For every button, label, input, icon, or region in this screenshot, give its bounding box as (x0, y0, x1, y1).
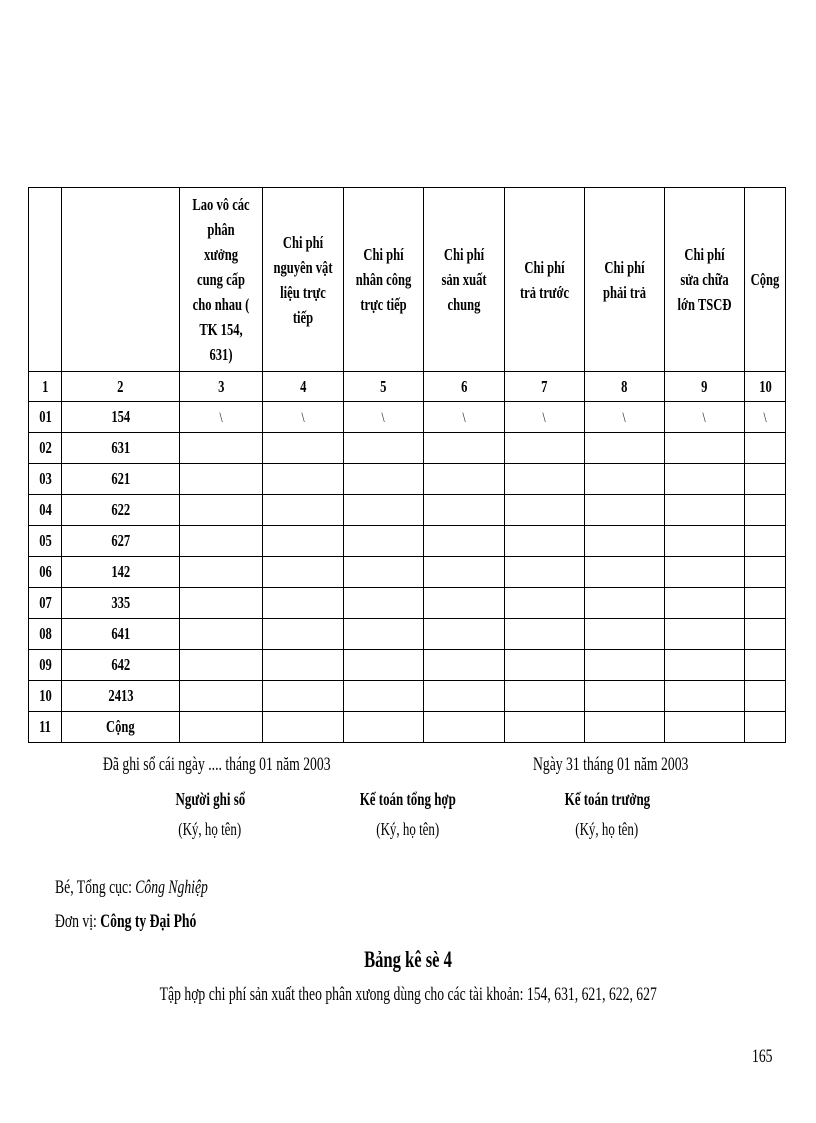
mark-cell (344, 433, 424, 464)
mark-cell (505, 681, 585, 712)
account-code-cell: 142 (62, 557, 180, 588)
mark-cell (665, 650, 745, 681)
mark-cell (263, 619, 344, 650)
account-code-cell: 621 (62, 464, 180, 495)
cost-summary-table (28, 187, 786, 743)
mark-cell (424, 433, 505, 464)
mark-cell (585, 588, 665, 619)
mark-cell (180, 588, 263, 619)
row-number-cell: 09 (29, 650, 62, 681)
mark-cell (180, 433, 263, 464)
column-number-cell: 9 (665, 372, 745, 402)
mark-cell (263, 557, 344, 588)
mark-cell (180, 681, 263, 712)
mark-cell (665, 464, 745, 495)
document-subtitle: Tập hợp chi phí sản xuất theo phân xưong dùng cho các tài khoản: 154, 631, 621, 622, 627 (159, 984, 657, 1005)
mark-cell (344, 557, 424, 588)
header-cell: Chi phí sản xuất chung (424, 188, 505, 372)
mark-cell (344, 495, 424, 526)
header-cell: Lao vô các phân xưởng cung cấp cho nhau ( TK 154, 631) (180, 188, 263, 372)
account-code-cell: 622 (62, 495, 180, 526)
mark-cell (745, 495, 786, 526)
mark-cell (585, 619, 665, 650)
account-code-cell: 642 (62, 650, 180, 681)
mark-cell (505, 433, 585, 464)
row-number-cell: 05 (29, 526, 62, 557)
table-row (29, 681, 786, 712)
row-number-cell: 01 (29, 402, 62, 433)
mark-cell (745, 650, 786, 681)
mark-cell (180, 464, 263, 495)
column-number-cell: 4 (263, 372, 344, 402)
account-code-cell: 2413 (62, 681, 180, 712)
mark-cell (263, 464, 344, 495)
column-number-cell: 2 (62, 372, 180, 402)
table-row (29, 464, 786, 495)
mark-cell (263, 681, 344, 712)
mark-cell (585, 433, 665, 464)
mark-cell (180, 712, 263, 743)
mark-cell (344, 464, 424, 495)
row-number-cell: 06 (29, 557, 62, 588)
column-number-cell: 10 (745, 372, 786, 402)
table-row (29, 588, 786, 619)
unit-label: Đơn vị: (55, 911, 101, 932)
unit-value: Công ty Đại Phó (100, 911, 197, 932)
ministry-label: Bé, Tổng cục: (55, 877, 136, 898)
mark-cell (585, 557, 665, 588)
mark-cell (745, 557, 786, 588)
mark-cell (424, 526, 505, 557)
column-number-cell: 7 (505, 372, 585, 402)
header-cell: Chi phí sửa chữa lớn TSCĐ (665, 188, 745, 372)
mark-cell (585, 464, 665, 495)
mark-cell (665, 433, 745, 464)
mark-cell (745, 712, 786, 743)
mark-cell (424, 681, 505, 712)
mark-cell (344, 681, 424, 712)
column-number-cell: 1 (29, 372, 62, 402)
mark-cell: \ (585, 402, 665, 433)
column-number-cell: 3 (180, 372, 263, 402)
mark-cell (665, 526, 745, 557)
row-number-cell: 11 (29, 712, 62, 743)
mark-cell (585, 650, 665, 681)
column-number-row (29, 372, 786, 402)
mark-cell: \ (263, 402, 344, 433)
signer-title-preparer: Người ghi sổ (175, 789, 245, 809)
table-row (29, 619, 786, 650)
mark-cell (263, 588, 344, 619)
table-row (29, 402, 786, 433)
mark-cell: \ (424, 402, 505, 433)
account-code-cell: 335 (62, 588, 180, 619)
mark-cell (505, 650, 585, 681)
mark-cell (424, 557, 505, 588)
signer-title-chief-accountant: Kế toán trưởng (564, 789, 650, 809)
mark-cell (344, 588, 424, 619)
mark-cell (745, 464, 786, 495)
mark-cell (505, 588, 585, 619)
mark-cell (505, 495, 585, 526)
mark-cell (424, 495, 505, 526)
mark-cell (424, 712, 505, 743)
mark-cell: \ (745, 402, 786, 433)
mark-cell (745, 588, 786, 619)
header-cell: Cộng (745, 188, 786, 372)
header-cell: Chi phí nguyên vật liệu trực tiếp (263, 188, 344, 372)
mark-cell (665, 681, 745, 712)
column-number-cell: 6 (424, 372, 505, 402)
row-number-cell: 10 (29, 681, 62, 712)
table-row (29, 557, 786, 588)
column-number-cell: 8 (585, 372, 665, 402)
mark-cell (344, 619, 424, 650)
mark-cell (665, 619, 745, 650)
signer-note-chief-accountant: (Ký, họ tên) (575, 819, 639, 839)
row-number-cell: 03 (29, 464, 62, 495)
mark-cell (424, 650, 505, 681)
mark-cell (263, 526, 344, 557)
mark-cell: \ (665, 402, 745, 433)
date-line: Ngày 31 tháng 01 năm 2003 (533, 754, 689, 775)
account-code-cell: 627 (62, 526, 180, 557)
header-cell: Chi phí trả trước (505, 188, 585, 372)
ministry-value: Công Nghiệp (135, 877, 208, 898)
mark-cell (424, 464, 505, 495)
unit-line (55, 911, 251, 933)
column-number-cell: 5 (344, 372, 424, 402)
mark-cell (505, 526, 585, 557)
mark-cell (745, 681, 786, 712)
page-number: 165 (752, 1046, 773, 1067)
mark-cell (665, 495, 745, 526)
row-number-cell: 08 (29, 619, 62, 650)
mark-cell: \ (180, 402, 263, 433)
mark-cell (344, 650, 424, 681)
table-row (29, 526, 786, 557)
row-number-cell: 07 (29, 588, 62, 619)
mark-cell (263, 650, 344, 681)
table-row (29, 712, 786, 743)
mark-cell (344, 712, 424, 743)
mark-cell (180, 557, 263, 588)
mark-cell (585, 495, 665, 526)
mark-cell (745, 619, 786, 650)
mark-cell (665, 557, 745, 588)
mark-cell (665, 712, 745, 743)
header-cell: Chi phí phải trả (585, 188, 665, 372)
mark-cell (424, 619, 505, 650)
mark-cell (505, 619, 585, 650)
mark-cell (665, 588, 745, 619)
mark-cell (585, 526, 665, 557)
row-number-cell: 02 (29, 433, 62, 464)
table-body (29, 188, 786, 743)
signer-note-general-accountant: (Ký, họ tên) (376, 819, 440, 839)
mark-cell (745, 526, 786, 557)
account-code-cell: 631 (62, 433, 180, 464)
mark-cell (505, 712, 585, 743)
mark-cell (505, 464, 585, 495)
mark-cell (424, 588, 505, 619)
mark-cell: \ (505, 402, 585, 433)
signer-title-general-accountant: Kế toán tổng hợp (359, 789, 457, 809)
mark-cell: \ (344, 402, 424, 433)
table-row (29, 495, 786, 526)
header-cell: Chi phí nhân công trực tiếp (344, 188, 424, 372)
header-cell (29, 188, 62, 372)
table-row (29, 433, 786, 464)
mark-cell (180, 495, 263, 526)
header-row (29, 188, 786, 372)
table-row (29, 650, 786, 681)
ministry-line (55, 877, 267, 899)
mark-cell (745, 433, 786, 464)
mark-cell (344, 526, 424, 557)
mark-cell (505, 557, 585, 588)
account-code-cell: Cộng (62, 712, 180, 743)
signer-note-preparer: (Ký, họ tên) (178, 819, 242, 839)
document-title: Bảng kê sè 4 (364, 947, 452, 972)
row-number-cell: 04 (29, 495, 62, 526)
mark-cell (263, 433, 344, 464)
account-code-cell: 641 (62, 619, 180, 650)
mark-cell (585, 712, 665, 743)
mark-cell (180, 526, 263, 557)
mark-cell (585, 681, 665, 712)
recorded-line: Đã ghi sổ cái ngày .... tháng 01 năm 2003 (103, 754, 331, 775)
mark-cell (263, 712, 344, 743)
mark-cell (180, 619, 263, 650)
account-code-cell: 154 (62, 402, 180, 433)
header-cell (62, 188, 180, 372)
mark-cell (180, 650, 263, 681)
mark-cell (263, 495, 344, 526)
